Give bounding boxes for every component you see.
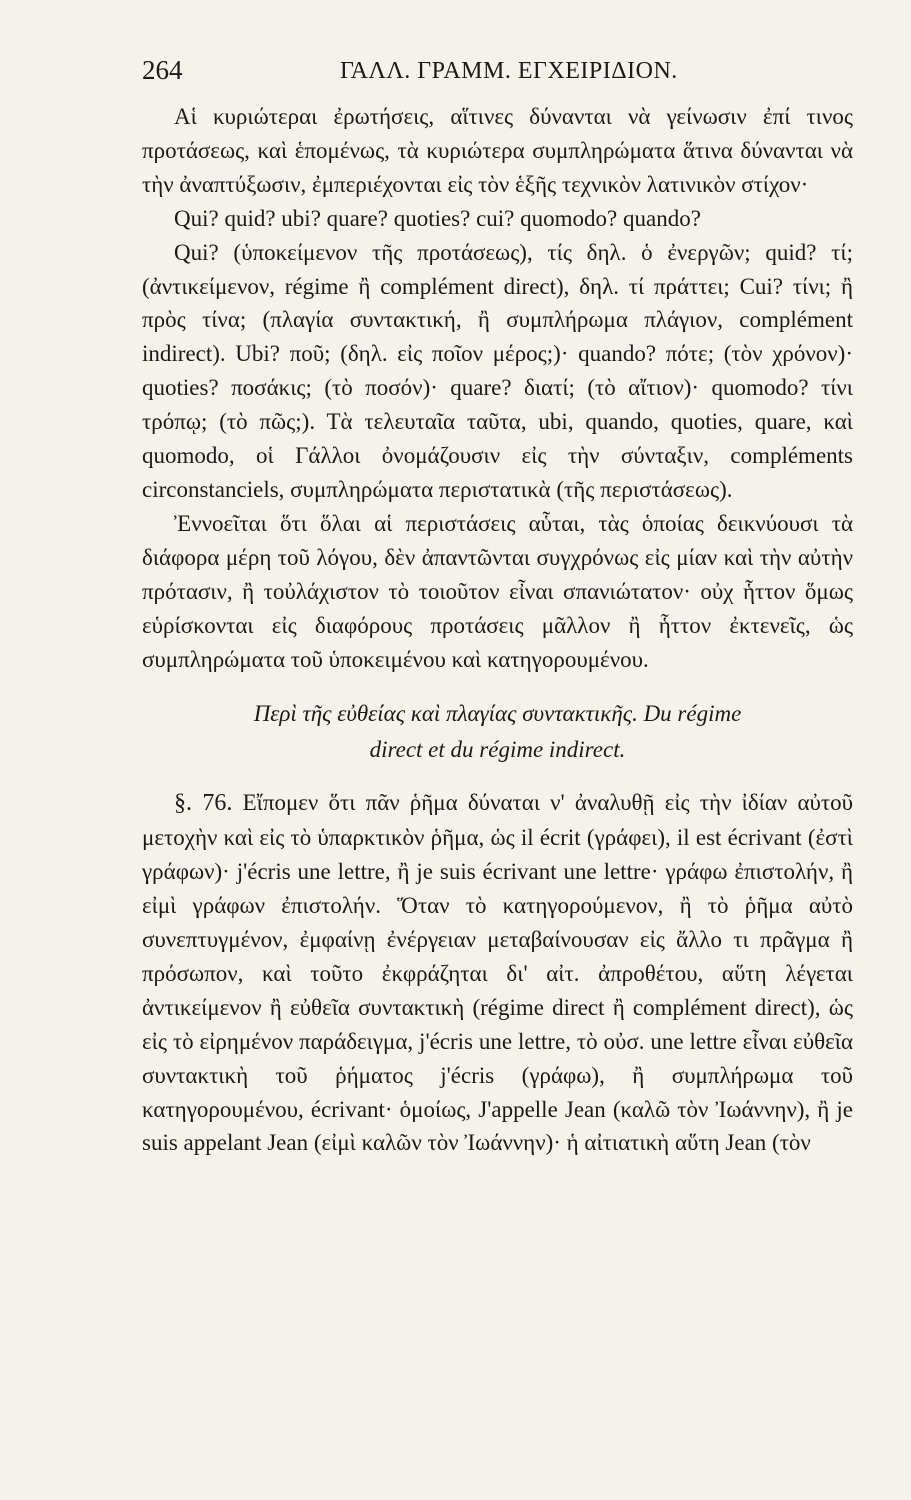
section-number: §. 76. (174, 790, 233, 817)
paragraph-questions: Αἱ κυριώτεραι ἐρωτήσεις, αἵτινες δύνανται νὰ γείνωσιν ἐπί τινος προτάσεως, καὶ ἑπομένως, τὰ κυριώτερα συμπληρώματα ἅτινα δύνανται νὰ τὴν ἀναπτύξωσιν, ἐμπεριέχονται εἰς τὸν ἑξῆς τεχνικὸν λατινικὸν στίχον· (142, 104, 853, 197)
page-number: 264 (142, 55, 183, 85)
section-heading-line2: direct et du régime indirect. (369, 737, 626, 763)
paragraph-76 (142, 786, 853, 1160)
body-text (142, 100, 853, 1160)
running-head: ΓΑΛΛ. ΓΡΑΜΜ. ΕΓΧΕΙΡΙΔΙΟΝ. (340, 58, 678, 84)
paragraph-explanation: Qui? (ὑποκείμενον τῆς προτάσεως), τίς δηλ. ὁ ἐνεργῶν; quid? τί; (ἀντικείμενον, régime ἢ complément direct), δηλ. τί πράττει; Cui? τίνι; ἢ πρὸς τίνα; (πλαγία συντακτική, ἢ συμπλήρωμα πλάγιον, complément indirect). Ubi? ποῦ; (δηλ. εἰς ποῖον μέρος;)· quando? πότε; (τὸν χρόνον)· quoties? ποσάκις; (τὸ ποσόν)· quare? διατί; (τὸ αἴτιον)· quomodo? τίνι τρόπῳ; (τὸ πῶς;). Τὰ τελευταῖα ταῦτα, ubi, quando, quoties, quare, καὶ quomodo, οἱ Γάλλοι ὀνομάζουσιν εἰς τὴν σύνταξιν, compléments circonstanciels, συμπληρώματα περιστατικὰ (τῆς περιστάσεως). (142, 239, 853, 502)
paragraph-76-text: Εἴπομεν ὅτι πᾶν ῥῆμα δύναται ν' ἀναλυθῇ εἰς τὴν ἰδίαν αὐτοῦ μετοχὴν καὶ εἰς τὸ ὑπαρκτικὸν ῥῆμα, ὡς il écrit (γράφει), il est écrivant (ἐστὶ γράφων)· j'écris une lettre, ἢ je suis écrivant une lettre· γράφω ἐπιστολήν, ἢ εἰμὶ γράφων ἐπιστολήν. Ὅταν τὸ κατηγορούμενον, ἢ τὸ ῥῆμα αὐτὸ συνεπτυγμένον, ἐμφαίνῃ ἐνέργειαν μεταβαίνουσαν εἰς ἄλλο τι πρᾶγμα ἢ πρόσωπον, καὶ τοῦτο ἐκφράζηται δι' αἰτ. ἀπροθέτου, αὕτη λέγεται ἀντικείμενον ἢ εὐθεῖα συντακτικὴ (régime direct ἢ complément direct), ὡς εἰς τὸ εἰρημένον παράδειγμα, j'écris une lettre, τὸ οὐσ. une lettre εἶναι εὐθεῖα συντακτικὴ τοῦ ῥήματος j'écris (γράφω), ἢ συμπλήρωμα τοῦ κατηγορουμένου, écrivant· ὁμοίως, J'appelle Jean (καλῶ τὸν Ἰωάννην), ἢ je suis appelant Jean (εἰμὶ καλῶν τὸν Ἰωάννην)· ἡ αἰτιατικὴ αὕτη Jean (τὸν (142, 790, 854, 1156)
page-header (142, 55, 849, 95)
section-heading-line1: Περὶ τῆς εὐθείας καὶ πλαγίας συντακτικῆς. Du régime (253, 701, 742, 727)
latin-verse: Qui? quid? ubi? quare? quoties? cui? quomodo? quando? (174, 205, 701, 231)
paragraph-circumstances: Ἐννοεῖται ὅτι ὅλαι αἱ περιστάσεις αὗται, τὰς ὁποίας δεικνύουσι τὰ διάφορα μέρη τοῦ λόγου, δὲν ἀπαντῶνται συγχρόνως εἰς μίαν καὶ τὴν αὐτὴν πρότασιν, ἢ τοὐλάχιστον τὸ τοιοῦτον εἶναι σπανιώτατον· οὐχ ἧττον ὅμως εὑρίσκονται εἰς διαφόρους προτάσεις μᾶλλον ἢ ἧττον ἐκτενεῖς, ὡς συμπληρώματα τοῦ ὑποκειμένου καὶ κατηγορουμένου. (142, 510, 853, 672)
